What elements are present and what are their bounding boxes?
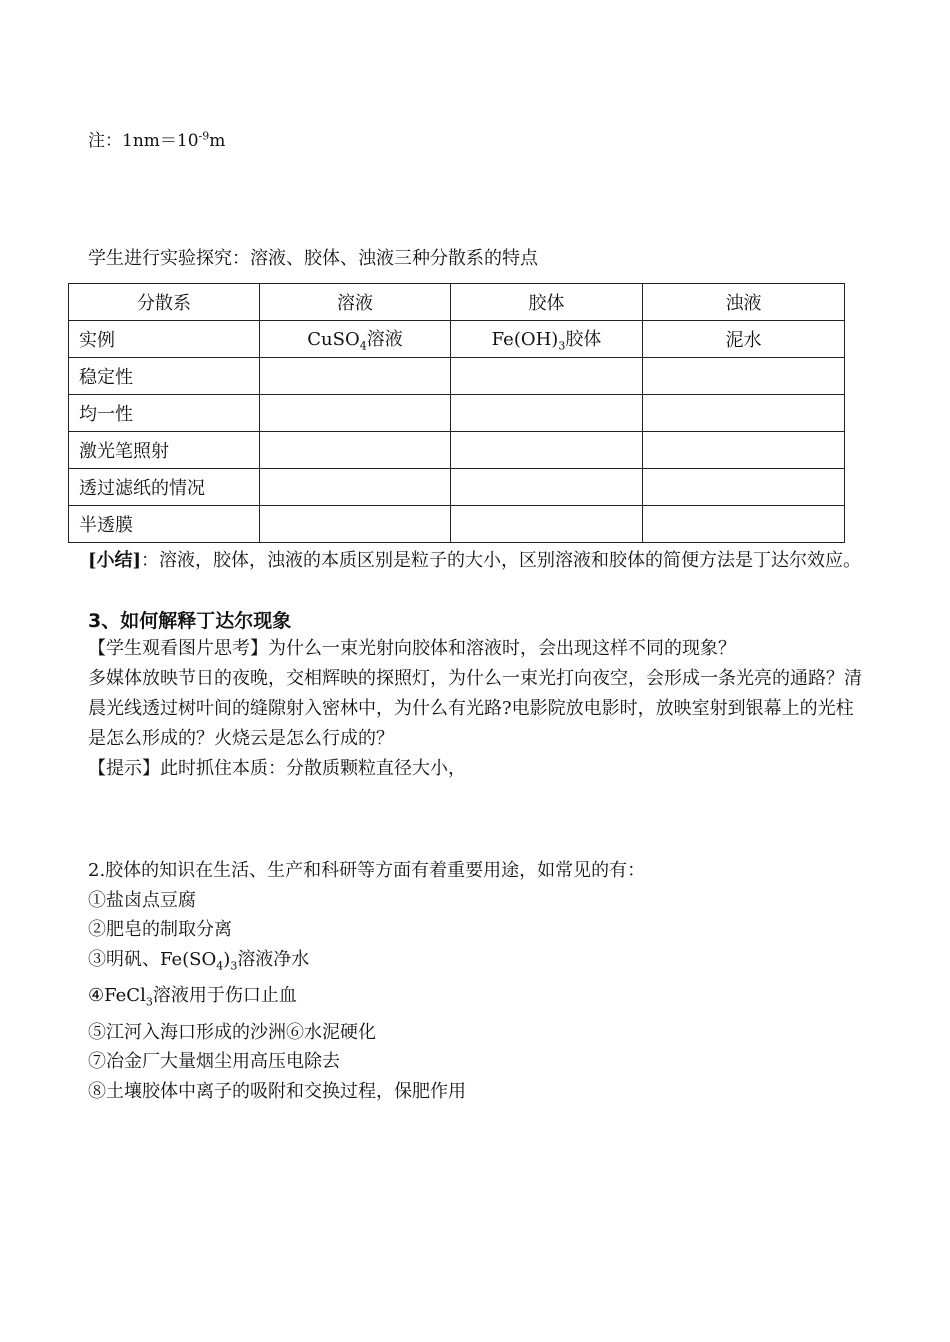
colloid-uses-list (88, 856, 645, 1107)
summary-text: ：溶液，胶体，浊液的本质区别是粒子的大小，区别溶液和胶体的简便方法是丁达尔效应。 (141, 550, 862, 571)
empty-cell[interactable] (643, 358, 845, 395)
row-label: 稳定性 (69, 358, 260, 395)
header-solution: 溶液 (260, 284, 451, 321)
empty-cell[interactable] (643, 395, 845, 432)
empty-cell[interactable] (260, 506, 451, 543)
row-label: 透过滤纸的情况 (69, 469, 260, 506)
table-header-row (69, 284, 845, 321)
header-colloid: 胶体 (451, 284, 643, 321)
note-suffix: m (209, 131, 226, 151)
table-row (69, 321, 845, 358)
empty-cell[interactable] (643, 469, 845, 506)
note-prefix: 注：1nm＝10 (88, 131, 199, 151)
row-label-example: 实例 (69, 321, 260, 358)
header-dispersion: 分散系 (69, 284, 260, 321)
cell-cuso4: CuSO$_4$溶液 (260, 321, 451, 358)
section-heading: 3、如何解释丁达尔现象 (88, 610, 292, 632)
empty-cell[interactable] (643, 506, 845, 543)
experiment-intro: 学生进行实验探究：溶液、胶体、浊液三种分散系的特点 (88, 248, 538, 269)
empty-cell[interactable] (451, 469, 643, 506)
empty-cell[interactable] (260, 358, 451, 395)
table-row (69, 358, 845, 395)
cell-mud: 泥水 (643, 321, 845, 358)
empty-cell[interactable] (260, 469, 451, 506)
header-suspension: 浊液 (643, 284, 845, 321)
cell-feoh3: $Fe(OH)_3$胶体 (451, 321, 643, 358)
note-exponent: -9 (198, 129, 210, 143)
hint-line: 【提示】此时抓住本质：分散质颗粒直径大小， (88, 758, 466, 779)
table-row (69, 469, 845, 506)
list-item: ⑧土壤胶体中离子的吸附和交换过程，保肥作用 (88, 1081, 466, 1103)
empty-cell[interactable] (451, 358, 643, 395)
summary-label: [小结] (88, 550, 142, 571)
list-item: ③明矾、$Fe(SO_4)_3$溶液净水 (88, 949, 310, 973)
empty-cell[interactable] (643, 432, 845, 469)
phenomena-paragraph: 多媒体放映节日的夜晚，交相辉映的探照灯，为什么一束光打向夜空，会形成一条光亮的通路？清晨光线透过树叶间的缝隙射入密林中，为什么有光路?电影院放电影时，放映室射到银幕上的光柱是怎么形成的？火烧云是怎么行成的？ (88, 668, 862, 749)
list-item: ④FeCl$_3$溶液用于伤口止血 (88, 985, 297, 1009)
row-label: 均一性 (69, 395, 260, 432)
empty-cell[interactable] (451, 432, 643, 469)
row-label: 激光笔照射 (69, 432, 260, 469)
table-row (69, 395, 845, 432)
dispersion-table (68, 283, 845, 543)
table-row (69, 506, 845, 543)
student-question: 【学生观看图片思考】为什么一束光射向胶体和溶液时，会出现这样不同的现象？ (88, 638, 736, 659)
summary-paragraph (88, 546, 868, 576)
empty-cell[interactable] (260, 395, 451, 432)
list-item: ①盐卤点豆腐 (88, 889, 196, 911)
row-label: 半透膜 (69, 506, 260, 543)
uses-intro: 2.胶体的知识在生活、生产和科研等方面有着重要用途，如常见的有： (88, 860, 646, 881)
list-item: ⑦冶金厂大量烟尘用高压电除去 (88, 1051, 340, 1073)
empty-cell[interactable] (451, 395, 643, 432)
empty-cell[interactable] (260, 432, 451, 469)
table-row (69, 432, 845, 469)
empty-cell[interactable] (451, 506, 643, 543)
unit-note (88, 126, 225, 151)
list-item: ⑤江河入海口形成的沙洲⑥水泥硬化 (88, 1021, 376, 1043)
list-item: ②肥皂的制取分离 (88, 919, 232, 941)
